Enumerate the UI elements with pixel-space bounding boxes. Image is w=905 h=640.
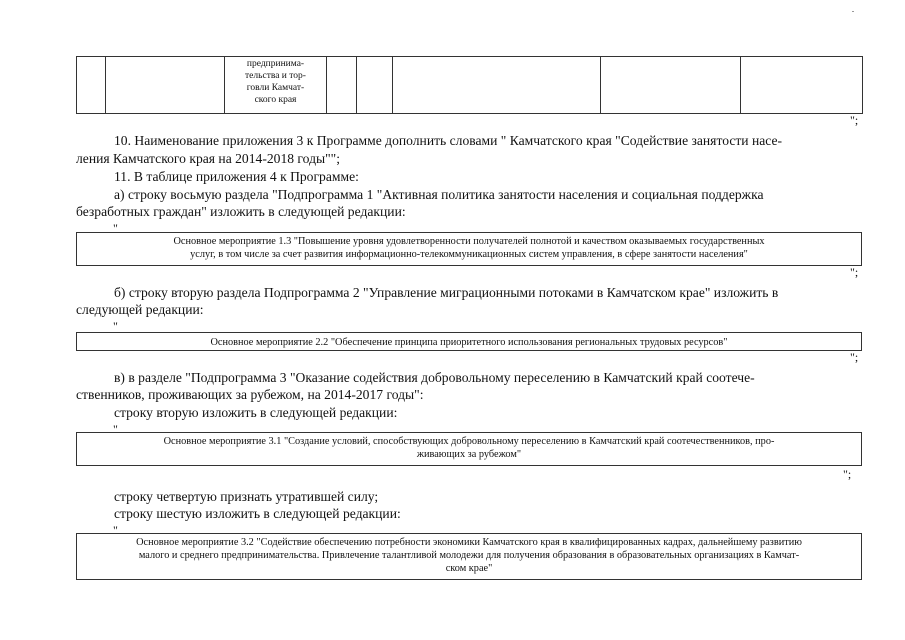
table-cell	[393, 57, 601, 114]
item-10-line-2: ления Камчатского края на 2014-2018 годы"";	[76, 151, 341, 166]
row-box-3-2	[76, 533, 862, 580]
closing-quote: ";	[850, 265, 859, 279]
item-10-line-1: 10. Наименование приложения 3 к Программе дополнить словами " Камчатского края "Содействие занятости насе-	[114, 133, 783, 148]
closing-quote: ";	[850, 113, 859, 127]
table-cell-text: предпринима- тельства и тор- говли Камчат- ского края	[225, 57, 327, 114]
opening-quote: "	[113, 319, 118, 333]
item-11c-line-4: строку четвертую признать утратившей силу;	[114, 489, 379, 504]
item-11-intro: 11. В таблице приложения 4 к Программе:	[114, 169, 359, 184]
opening-quote: "	[113, 422, 118, 436]
row-box-3-2-line-2: малого и среднего предпринимательства. Привлечение талантливой молодежи для получения образования в образовательных организациях в Камчат-	[138, 550, 800, 561]
item-11b-line-1: б) строку вторую раздела Подпрограмма 2 "Управление миграционными потоками в Камчатском крае" изложить в	[114, 285, 779, 300]
row-box-3-2-line-3: ском крае"	[445, 563, 493, 574]
table-cell	[741, 57, 863, 114]
opening-quote: "	[113, 523, 118, 537]
item-11c-line-2: ственников, проживающих за рубежом, на 2014-2017 годы":	[76, 387, 424, 402]
table-fragment	[76, 56, 863, 114]
table-cell	[327, 57, 357, 114]
item-11a-line-1: а) строку восьмую раздела "Подпрограмма 1 "Активная политика занятости населения и социальная поддержка	[114, 187, 764, 202]
row-box-3-1	[76, 432, 862, 466]
row-box-3-2-line-1: Основное мероприятие 3.2 "Содействие обеспечению потребности экономики Камчатского края в квалифицированных кадрах, дальнейшему развитию	[136, 537, 802, 548]
item-11c-line-3: строку вторую изложить в следующей редакции:	[114, 405, 398, 420]
row-box-3-1-line-2: живающих за рубежом"	[416, 449, 522, 460]
row-box-1-3	[76, 232, 862, 266]
row-box-2-2: Основное мероприятие 2.2 "Обеспечение принципа приоритетного использования региональных трудовых ресурсов"	[76, 332, 862, 351]
table-cell	[601, 57, 741, 114]
item-11c-line-1: в) в разделе "Подпрограмма 3 "Оказание содействия добровольному переселению в Камчатский край соотече-	[114, 370, 755, 385]
item-11a-line-2: безработных граждан" изложить в следующей редакции:	[76, 204, 406, 219]
table-cell	[106, 57, 225, 114]
item-11c-line-5: строку шестую изложить в следующей редакции:	[114, 506, 401, 521]
closing-quote: ";	[843, 467, 852, 481]
closing-quote: ";	[850, 350, 859, 364]
item-11b-line-2: следующей редакции:	[76, 302, 204, 317]
row-box-1-3-line-1: Основное мероприятие 1.3 "Повышение уровня удовлетворенности получателей полнотой и качеством оказываемых государственных	[173, 236, 765, 247]
table-cell	[357, 57, 393, 114]
opening-quote: "	[113, 221, 118, 235]
table-cell	[77, 57, 106, 114]
row-box-3-1-line-1: Основное мероприятие 3.1 "Создание условий, способствующих добровольному переселению в Камчатский край соотечественников, про-	[163, 436, 775, 447]
scan-speck	[852, 11, 854, 12]
row-box-1-3-line-2: услуг, в том числе за счет развития информационно-телекоммуникационных систем управления, в сфере занятости населения"	[190, 249, 748, 260]
